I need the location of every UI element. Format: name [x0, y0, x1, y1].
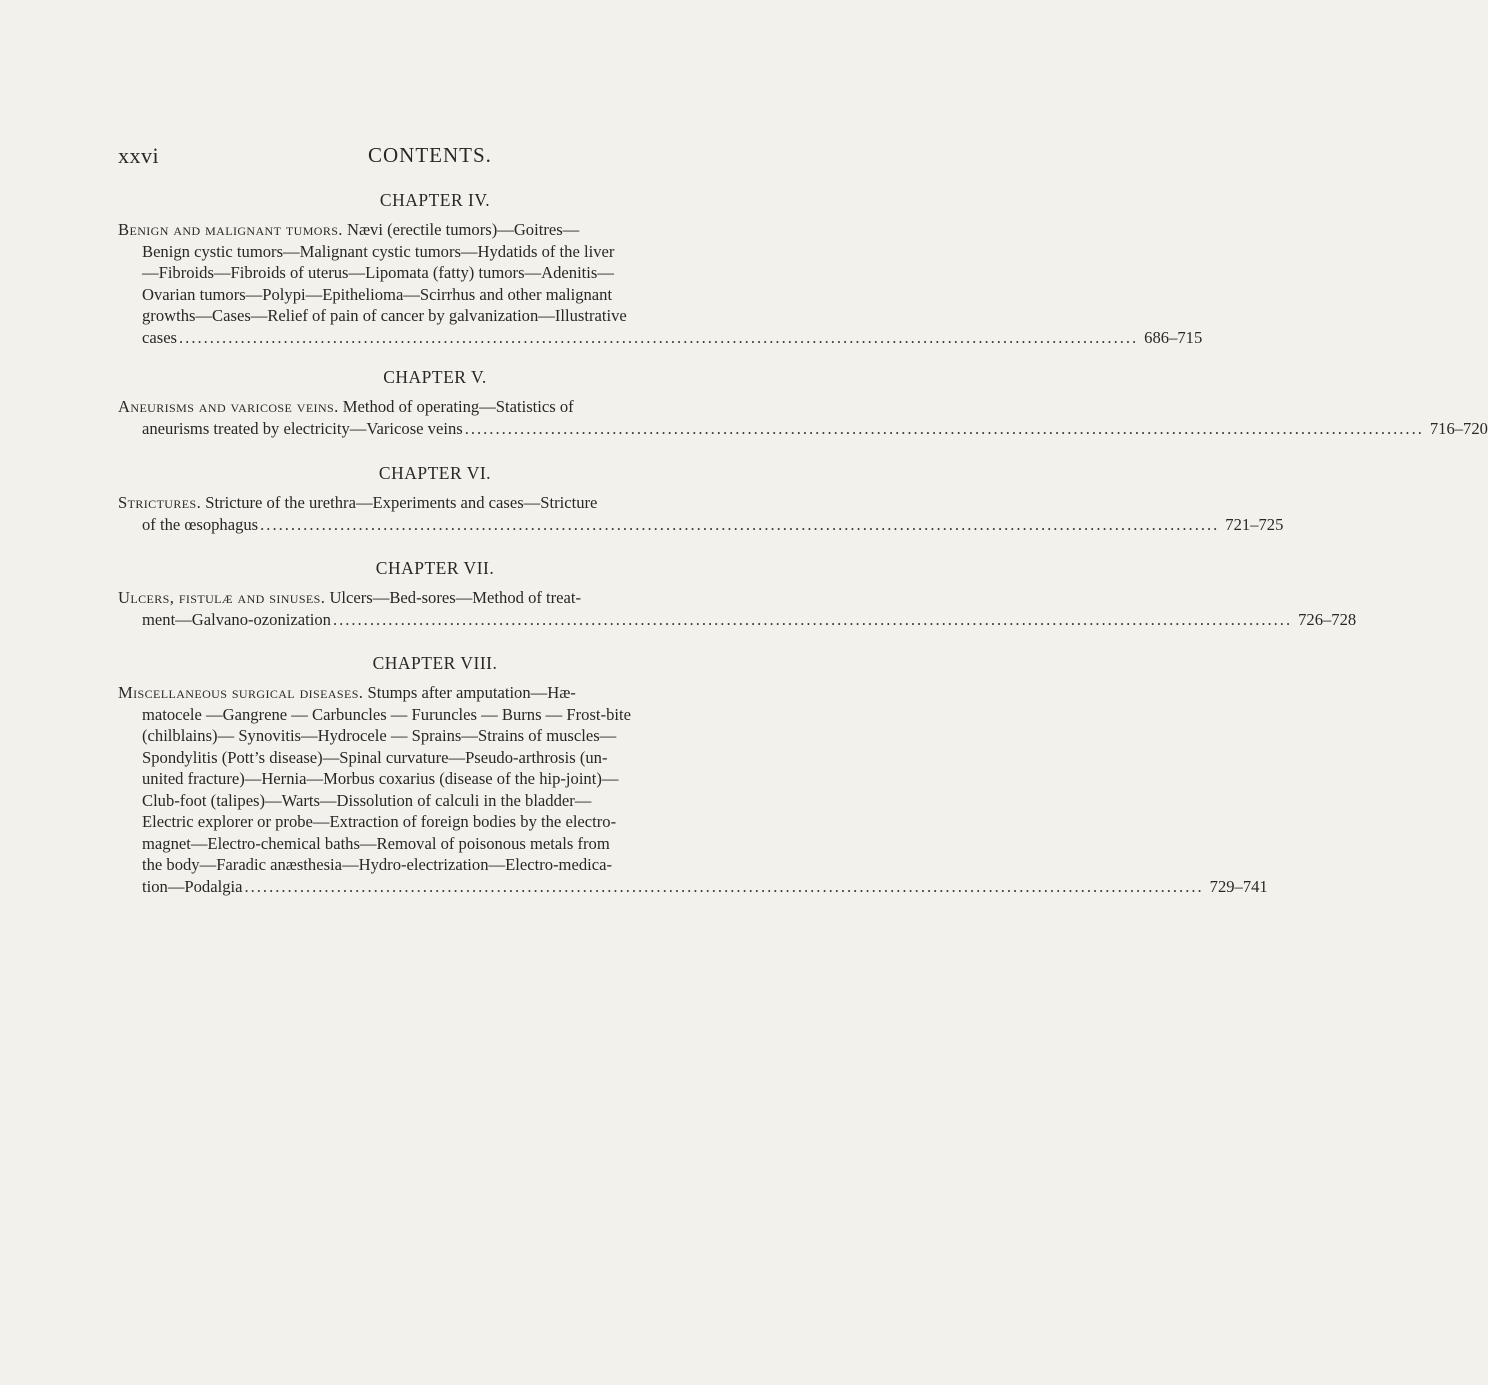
page-number: xxvi [118, 143, 160, 168]
page-range: 729–741 [1209, 876, 1268, 896]
entry-last-line [118, 514, 1284, 536]
entry-line: united fracture)—Hernia—Morbus coxarius (disease of the hip-joint)— [142, 769, 619, 788]
entry-line [118, 492, 752, 514]
entry-last-line [118, 418, 1488, 440]
entry-text: Ulcers—Bed-sores—Method of treat- [325, 588, 582, 607]
running-title: CONTENTS. [368, 143, 492, 167]
entry-line: the body—Faradic anæsthesia—Hydro-electrization—Electro-medica- [142, 855, 612, 874]
entry-last-line [118, 327, 1203, 349]
entry-text: Stricture of the urethra—Experiments and cases—Stricture [201, 493, 598, 512]
entry-line: Spondylitis (Pott’s disease)—Spinal curvature—Pseudo-arthrosis (un- [142, 747, 608, 767]
entry-lead: Strictures. [118, 493, 202, 512]
entry-line: magnet—Electro-chemical baths—Removal of poisonous metals from [142, 833, 610, 853]
chapter-entry [118, 492, 1284, 535]
entry-line: Benign cystic tumors—Malignant cystic tumors—Hydatids of the liver [142, 241, 615, 261]
chapter-entry [118, 587, 1357, 630]
entry-text: Stumps after amputation—Hæ- [363, 683, 576, 702]
entry-line [118, 682, 752, 704]
entry-line: —Fibroids—Fibroids of uterus—Lipomata (fatty) tumors—Adenitis— [142, 263, 614, 282]
running-head [118, 143, 752, 173]
entry-line [118, 219, 752, 241]
entry-line: Ovarian tumors—Polypi—Epithelioma—Scirrhus and other malignant [142, 284, 613, 304]
entry-line: Electric explorer or probe—Extraction of foreign bodies by the electro- [142, 812, 617, 831]
dot-leader: ............................................................................................................................................................ [332, 609, 1293, 629]
dot-leader: ............................................................................................................................................................ [260, 514, 1220, 534]
entry-text: cases [142, 327, 178, 347]
chapter-entry [118, 682, 1268, 897]
dot-leader: ............................................................................................................................................................ [244, 876, 1204, 896]
entry-text: Method of operating—Statistics of [338, 397, 574, 416]
chapter-heading: CHAPTER VI. [378, 463, 492, 483]
chapter-vii [118, 558, 1357, 630]
entry-line: growths—Cases—Relief of pain of cancer by galvanization—Illustrative [142, 306, 627, 325]
entry-line: (chilblains)— Synovitis—Hydrocele — Sprains—Strains of muscles— [142, 726, 617, 745]
page-range: 686–715 [1144, 327, 1203, 347]
chapter-vi [118, 463, 1284, 535]
entry-lead: Benign and malignant tumors. [118, 220, 343, 239]
entry-last-line [118, 609, 1357, 631]
chapter-heading: CHAPTER VIII. [372, 653, 498, 673]
page-range: 716–720 [1429, 418, 1488, 438]
entry-line: Club-foot (talipes)—Warts—Dissolution of calculi in the bladder— [142, 790, 592, 810]
chapter-heading: CHAPTER VII. [375, 558, 495, 578]
entry-text: tion—Podalgia [142, 876, 243, 896]
chapter-entry [118, 219, 1203, 348]
entry-lead: Miscellaneous surgical diseases. [118, 683, 364, 702]
entry-lead: Aneurisms and varicose veins. [118, 397, 339, 416]
page-range: 721–725 [1225, 514, 1284, 534]
entry-text: of the œsophagus [142, 514, 259, 534]
chapter-entry [118, 396, 1488, 439]
chapter-v [118, 367, 1488, 439]
dot-leader: ............................................................................................................................................................ [464, 418, 1424, 438]
entry-lead: Ulcers, fistulæ and sinuses. [118, 588, 326, 607]
chapter-iv [118, 190, 1203, 348]
entry-text: Nævi (erectile tumors)—Goitres— [342, 220, 580, 239]
entry-text: aneurisms treated by electricity—Varicose veins [142, 418, 463, 438]
dot-leader: ............................................................................................................................................................ [179, 327, 1139, 347]
entry-last-line [118, 876, 1268, 898]
page-range: 726–728 [1298, 609, 1357, 629]
chapter-viii [118, 653, 1268, 897]
entry-line [118, 587, 752, 609]
chapter-heading: CHAPTER V. [383, 367, 487, 387]
chapter-heading: CHAPTER IV. [379, 190, 491, 210]
entry-text: ment—Galvano-ozonization [142, 609, 331, 629]
entry-line: matocele —Gangrene — Carbuncles — Furuncles — Burns — Frost-bite [142, 704, 631, 724]
entry-line [118, 396, 752, 418]
